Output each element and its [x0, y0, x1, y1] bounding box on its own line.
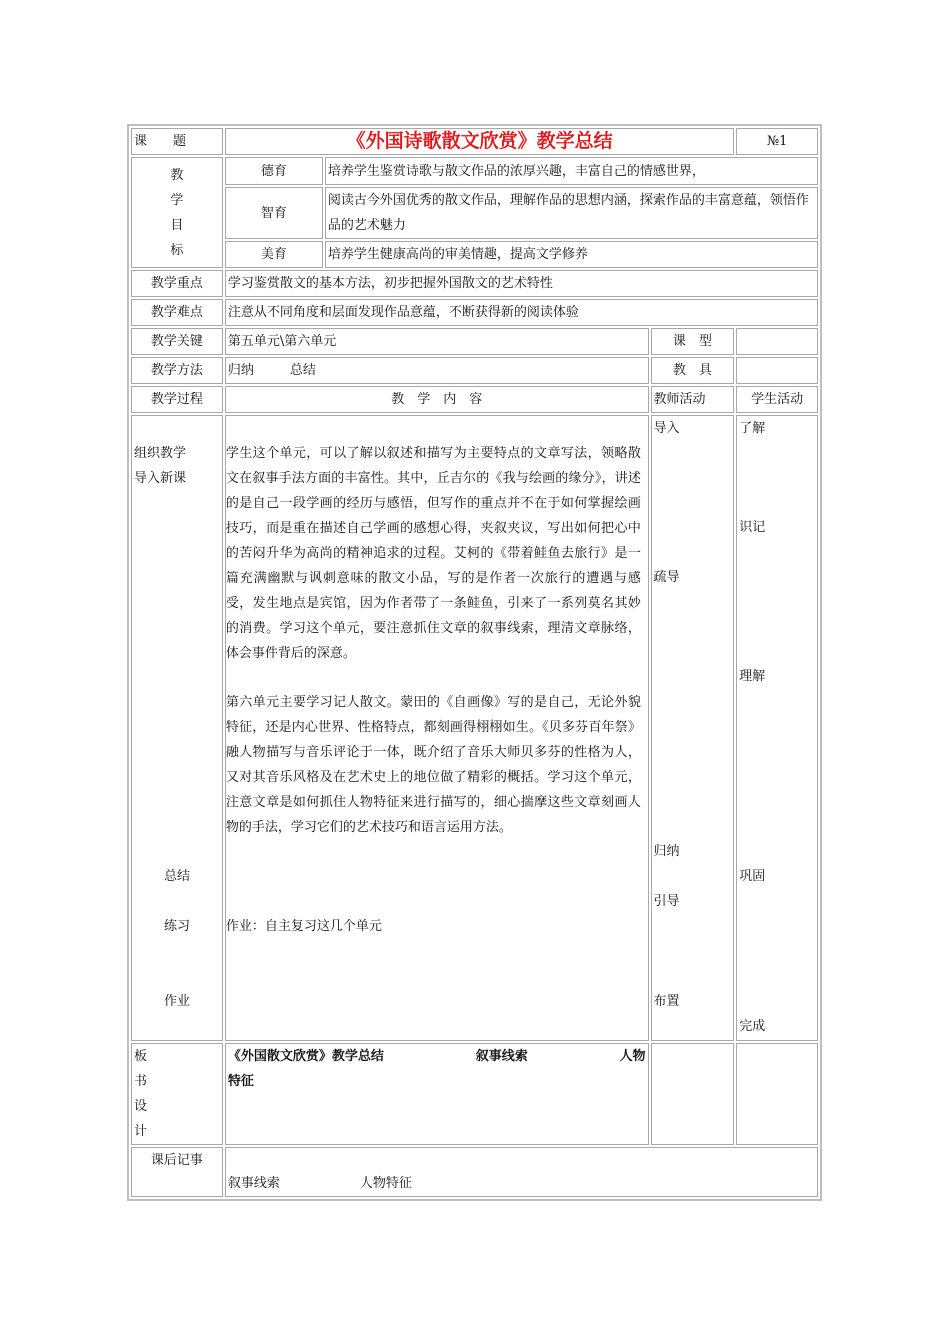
teacher-activity: 归纳 [653, 844, 680, 859]
process-label: 教学过程 [131, 386, 223, 413]
board-character: 人物 [619, 1049, 646, 1064]
objectives-label: 教 学 目 标 [131, 157, 223, 268]
teacher-activities [651, 415, 735, 1041]
objective-text: 阅读古今外国优秀的散文作品，理解作品的思想内涵，探索作品的丰富意蕴，领悟作品的艺术魅力 [325, 187, 818, 239]
process-header-row [131, 386, 818, 413]
board-clue: 叙事线索 [475, 1049, 528, 1064]
objective-row-aesthetic [131, 241, 818, 268]
student-activity: 了解 [739, 421, 766, 436]
lesson-plan-page [127, 124, 822, 1201]
objective-text: 培养学生健康高尚的审美情趣，提高文学修养 [325, 241, 818, 268]
key-label: 教学关键 [131, 328, 223, 355]
difficulty-text: 注意从不同角度和层面发现作品意蕴，不断获得新的阅读体验 [225, 299, 818, 326]
stage-organize: 组织教学 [134, 446, 187, 461]
method-text: 归纳 总结 [225, 357, 649, 384]
notes-row [131, 1147, 818, 1197]
teacher-activity: 布置 [653, 994, 680, 1009]
lesson-number: №1 [736, 128, 818, 155]
method-row [131, 357, 818, 384]
student-activity: 完成 [739, 1019, 766, 1034]
page-title: 《外国诗歌散文欣赏》教学总结 [225, 128, 734, 155]
objective-name: 德育 [225, 157, 323, 185]
objective-name: 美育 [225, 241, 323, 268]
lesson-type-label: 课 型 [651, 328, 735, 355]
stage-homework: 作业 [164, 994, 191, 1009]
board-label: 板 书 设 计 [131, 1043, 223, 1145]
board-empty-2 [736, 1043, 818, 1145]
board-empty-1 [651, 1043, 735, 1145]
tools-value [736, 357, 818, 384]
board-row [131, 1043, 818, 1145]
objective-row-intellect [131, 187, 818, 239]
difficulty-row [131, 299, 818, 326]
homework-text: 作业：自主复习这几个单元 [225, 919, 382, 934]
board-title: 《外国散文欣赏》教学总结 [227, 1049, 384, 1064]
teacher-activity: 引导 [653, 894, 680, 909]
content-header: 教 学 内 容 [225, 386, 649, 413]
lesson-plan-table [127, 124, 822, 1201]
stage-introduce: 导入新课 [134, 471, 187, 486]
stage-practice: 练习 [164, 919, 191, 934]
board-feature: 特征 [227, 1074, 254, 1089]
topic-label: 课 题 [131, 128, 223, 155]
objective-text: 培养学生鉴赏诗歌与散文作品的浓厚兴趣，丰富自己的情感世界， [325, 157, 818, 185]
tools-label: 教 具 [651, 357, 735, 384]
difficulty-label: 教学难点 [131, 299, 223, 326]
objective-row-moral [131, 157, 818, 185]
teacher-activity-header: 教师活动 [651, 386, 735, 413]
board-design [225, 1043, 649, 1145]
teacher-activity: 导入 [653, 421, 680, 436]
key-row [131, 328, 818, 355]
focus-row [131, 270, 818, 297]
process-stages [131, 415, 223, 1041]
key-text: 第五单元\第六单元 [225, 328, 649, 355]
notes-content: 叙事线索 人物特征 [225, 1147, 818, 1197]
objective-name: 智育 [225, 187, 323, 239]
lesson-type-value [736, 328, 818, 355]
student-activity-header: 学生活动 [736, 386, 818, 413]
content-paragraph-unit5: 学生这个单元，可以了解以叙述和描写为主要特点的文章写法，领略散文在叙事手法方面的丰富性。其中，丘吉尔的《我与绘画的缘分》，讲述的是自己一段学画的经历与感悟，但写作的重点并不在于如何掌握绘画技巧，而是重在描述自己学画的感想心得，夹叙夹议，写出如何把心中的苦闷升华为高尚的精神追求的过程。艾柯的《带着鲑鱼去旅行》是一篇充满幽默与讽刺意味的散文小品，写的是作者一次旅行的遭遇与感受，发生地点是宾馆，因为作者带了一条鲑鱼，引来了一系列莫名其妙的消费。学习这个单元，要注意抓住文章的叙事线索，理清文章脉络，体会事件背后的深意。 [225, 446, 641, 661]
stage-summary: 总结 [164, 869, 191, 884]
notes-label: 课后记事 [131, 1147, 223, 1197]
teacher-activity: 疏导 [653, 570, 680, 585]
title-row [131, 128, 818, 155]
student-activity: 理解 [739, 669, 766, 684]
focus-text: 学习鉴赏散文的基本方法，初步把握外国散文的艺术特性 [225, 270, 818, 297]
content-paragraph-unit6: 第六单元主要学习记人散文。蒙田的《自画像》写的是自己，无论外貌特征，还是内心世界、性格特点，都刻画得栩栩如生。《贝多芬百年祭》融人物描写与音乐评论于一体，既介绍了音乐大师贝多芬的性格为人，又对其音乐风格及在艺术史上的地位做了精彩的概括。学习这个单元，注意文章是如何抓住人物特征来进行描写的，细心揣摩这些文章刻画人物的手法，学习它们的艺术技巧和语言运用方法。 [225, 695, 641, 835]
student-activity: 识记 [739, 520, 766, 535]
student-activities [736, 415, 818, 1041]
student-activity: 巩固 [739, 869, 766, 884]
process-row [131, 415, 818, 1041]
method-label: 教学方法 [131, 357, 223, 384]
process-content [225, 415, 649, 1041]
focus-label: 教学重点 [131, 270, 223, 297]
